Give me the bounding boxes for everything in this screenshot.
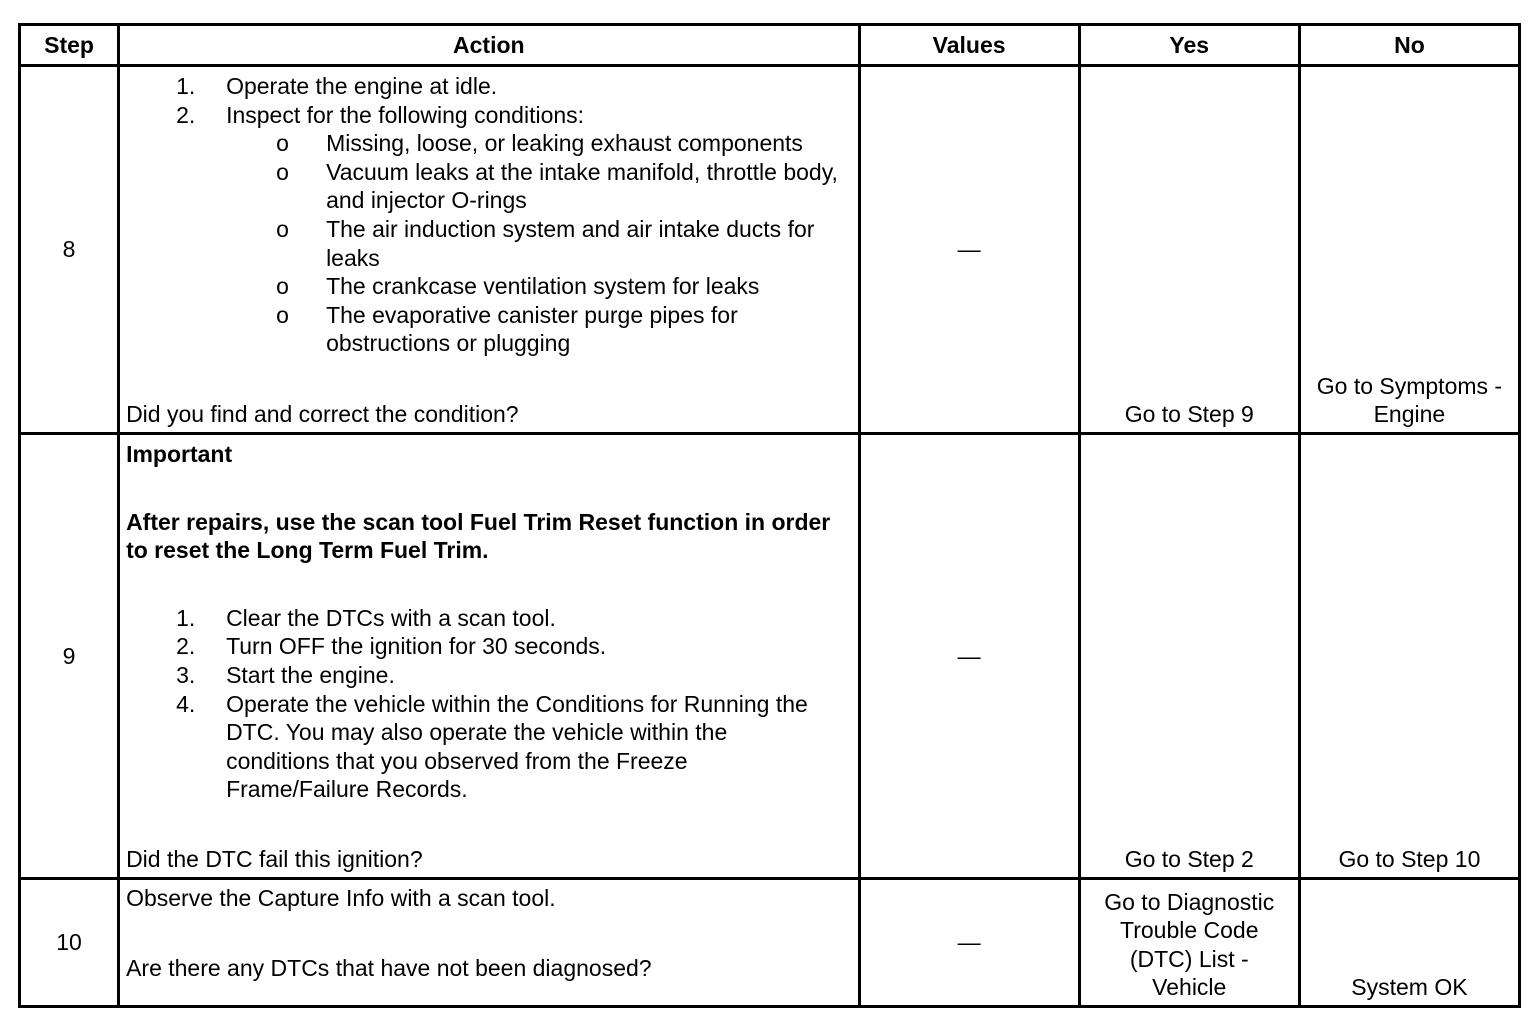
- step-number: 8: [20, 66, 119, 434]
- table-row-step-8: [20, 66, 1520, 434]
- action-cell: [119, 66, 859, 434]
- values-cell: —: [859, 434, 1079, 879]
- header-yes: Yes: [1079, 25, 1299, 66]
- action-cell: [119, 434, 859, 879]
- yes-cell: [1079, 434, 1299, 879]
- list-item: 3. Start the engine.: [176, 661, 395, 688]
- no-cell: [1299, 879, 1519, 1007]
- list-item: 1. Clear the DTCs with a scan tool.: [176, 604, 556, 631]
- bullet-item: o The air induction system and air intake ducts for leaks: [276, 215, 815, 271]
- list-item: 2. Inspect for the following conditions:: [176, 101, 585, 128]
- important-note: After repairs, use the scan tool Fuel Trim Reset function in order to reset the Long Term Fuel Trim.: [126, 508, 831, 564]
- no-cell: [1299, 434, 1519, 879]
- header-step: Step: [20, 25, 119, 66]
- action-text: Observe the Capture Info with a scan tool.: [126, 885, 556, 911]
- bullet-item: o Missing, loose, or leaking exhaust components: [276, 130, 803, 157]
- question-text: Are there any DTCs that have not been diagnosed?: [126, 955, 652, 982]
- yes-link[interactable]: Go to Step 9: [1124, 401, 1254, 428]
- bullet-item: o The evaporative canister purge pipes for obstructions or plugging: [276, 301, 738, 357]
- header-action: Action: [119, 25, 859, 66]
- values-cell: —: [859, 879, 1079, 1007]
- list-item: 1. Operate the engine at idle.: [176, 73, 498, 99]
- important-label: Important: [126, 441, 233, 467]
- yes-cell: [1079, 879, 1299, 1007]
- header-no: No: [1299, 25, 1519, 66]
- diagnostic-table: [18, 23, 1521, 1008]
- no-cell: [1299, 66, 1519, 434]
- header-row: [20, 25, 1520, 66]
- values-cell: —: [859, 66, 1079, 434]
- bullet-item: o Vacuum leaks at the intake manifold, throttle body, and injector O-rings: [276, 158, 838, 214]
- list-item: 4. Operate the vehicle within the Conditions for Running the DTC. You may also operate the vehicle within the conditions that you observed from the Freeze Frame/Failure Records.: [176, 690, 808, 803]
- no-link[interactable]: Go to Symptoms - Engine: [1316, 372, 1503, 428]
- table-row-step-10: [20, 879, 1520, 1007]
- table-row-step-9: [20, 434, 1520, 879]
- yes-cell: [1079, 66, 1299, 434]
- action-cell: [119, 879, 859, 1007]
- question-text: Did the DTC fail this ignition?: [126, 846, 423, 873]
- ordered-list: [120, 67, 857, 358]
- header-values: Values: [859, 25, 1079, 66]
- no-link[interactable]: System OK: [1351, 974, 1468, 1001]
- list-item: 2. Turn OFF the ignition for 30 seconds.: [176, 633, 607, 660]
- question-text: Did you find and correct the condition?: [126, 401, 519, 428]
- no-link[interactable]: Go to Step 10: [1338, 846, 1481, 873]
- yes-link[interactable]: Go to Diagnostic Trouble Code (DTC) List - Vehicle: [1104, 888, 1275, 1001]
- step-number: 9: [20, 434, 119, 879]
- ordered-list: [120, 604, 857, 804]
- bullet-item: o The crankcase ventilation system for leaks: [276, 273, 760, 300]
- step-number: 10: [20, 879, 119, 1007]
- yes-link[interactable]: Go to Step 2: [1124, 846, 1254, 873]
